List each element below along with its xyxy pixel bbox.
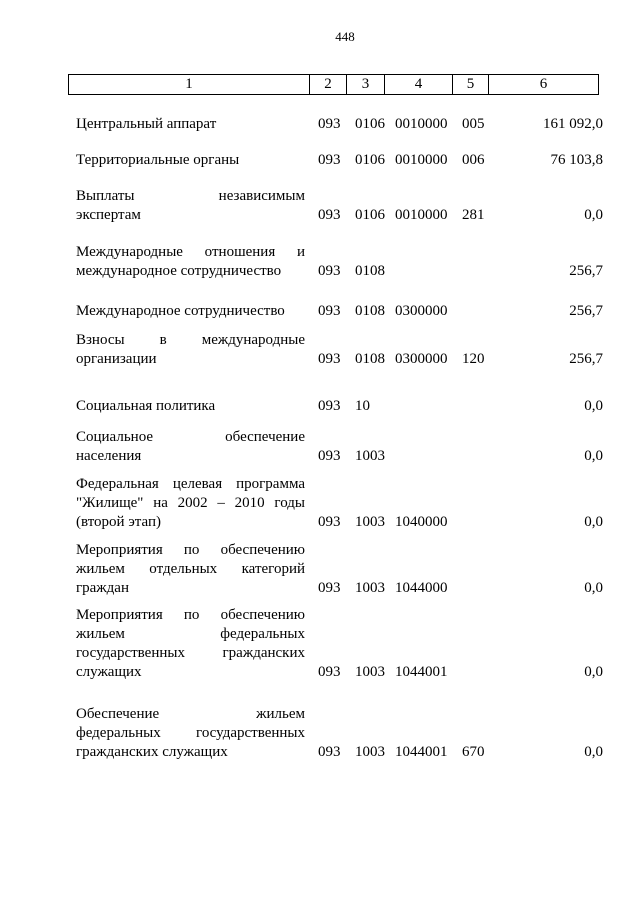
table-row xyxy=(0,115,640,134)
section-code: 0106 xyxy=(355,207,385,223)
row-name-line: Социальное обеспечение xyxy=(76,429,305,445)
table-row xyxy=(0,706,640,762)
section-code: 0106 xyxy=(355,152,385,168)
row-name-line: государственных гражданских xyxy=(76,645,305,661)
expense-type-code: 281 xyxy=(462,207,485,223)
row-name xyxy=(76,397,305,416)
section-code: 10 xyxy=(355,398,370,414)
column-header-1: 1 xyxy=(69,75,310,95)
expense-type-code: 005 xyxy=(462,116,485,132)
table-row xyxy=(0,397,640,416)
target-item-code: 1044000 xyxy=(395,580,448,596)
amount: 0,0 xyxy=(584,207,603,223)
section-code: 1003 xyxy=(355,580,385,596)
row-name xyxy=(76,705,305,762)
row-name-line: Федеральная целевая программа xyxy=(76,476,305,492)
row-name-line: жильем отдельных категорий xyxy=(76,561,305,577)
row-name-line: Территориальные органы xyxy=(76,152,240,168)
row-name xyxy=(76,606,305,682)
amount: 256,7 xyxy=(569,263,603,279)
row-name-line: Центральный аппарат xyxy=(76,116,217,132)
row-name-line: (второй этап) xyxy=(76,514,161,530)
amount: 0,0 xyxy=(584,580,603,596)
section-code: 0108 xyxy=(355,303,385,319)
target-item-code: 0010000 xyxy=(395,116,448,132)
row-name xyxy=(76,475,305,532)
row-name-line: Международные отношения и xyxy=(76,244,305,260)
row-name-line: Мероприятия по обеспечению xyxy=(76,607,305,623)
column-header-3: 3 xyxy=(347,75,385,95)
row-name-line: граждан xyxy=(76,580,129,596)
ministry-code: 093 xyxy=(318,744,341,760)
row-name-line: Взносы в международные xyxy=(76,332,305,348)
row-name-line: населения xyxy=(76,448,142,464)
ministry-code: 093 xyxy=(318,514,341,530)
ministry-code: 093 xyxy=(318,448,341,464)
section-code: 1003 xyxy=(355,664,385,680)
amount: 256,7 xyxy=(569,351,603,367)
ministry-code: 093 xyxy=(318,580,341,596)
target-item-code: 0010000 xyxy=(395,152,448,168)
row-name-line: Выплаты независимым xyxy=(76,188,305,204)
table-row xyxy=(0,429,640,466)
ministry-code: 093 xyxy=(318,152,341,168)
expense-type-code: 120 xyxy=(462,351,485,367)
section-code: 1003 xyxy=(355,514,385,530)
target-item-code: 0300000 xyxy=(395,351,448,367)
section-code: 1003 xyxy=(355,448,385,464)
row-name-line: международное сотрудничество xyxy=(76,263,282,279)
amount: 0,0 xyxy=(584,448,603,464)
ministry-code: 093 xyxy=(318,263,341,279)
target-item-code: 0300000 xyxy=(395,303,448,319)
row-name-line: Обеспечение жильем xyxy=(76,706,305,722)
row-name xyxy=(76,243,305,281)
ministry-code: 093 xyxy=(318,207,341,223)
row-name xyxy=(76,541,305,598)
row-name xyxy=(76,428,305,466)
row-name-line: экспертам xyxy=(76,207,141,223)
column-header-2: 2 xyxy=(310,75,347,95)
column-header-5: 5 xyxy=(453,75,489,95)
row-name xyxy=(76,151,305,170)
table-row xyxy=(0,476,640,532)
table-row xyxy=(0,244,640,281)
table-row xyxy=(0,607,640,682)
column-header-6: 6 xyxy=(489,75,599,95)
column-header-4: 4 xyxy=(385,75,453,95)
target-item-code: 0010000 xyxy=(395,207,448,223)
amount: 0,0 xyxy=(584,398,603,414)
table-row xyxy=(0,151,640,170)
row-name-line: гражданских служащих xyxy=(76,744,228,760)
row-name-line: Социальная политика xyxy=(76,398,216,414)
amount: 0,0 xyxy=(584,664,603,680)
row-name-line: Международное сотрудничество xyxy=(76,303,285,319)
row-name-line: федеральных государственных xyxy=(76,725,305,741)
section-code: 0108 xyxy=(355,263,385,279)
ministry-code: 093 xyxy=(318,351,341,367)
row-name xyxy=(76,187,305,225)
target-item-code: 1044001 xyxy=(395,664,448,680)
row-name-line: жильем федеральных xyxy=(76,626,305,642)
table-row xyxy=(0,332,640,369)
row-name-line: Мероприятия по обеспечению xyxy=(76,542,305,558)
table-row xyxy=(0,188,640,225)
row-name-line: организации xyxy=(76,351,157,367)
row-name-line: "Жилище" на 2002 – 2010 годы xyxy=(76,495,305,511)
row-name xyxy=(76,115,305,134)
row-name xyxy=(76,331,305,369)
expense-type-code: 670 xyxy=(462,744,485,760)
ministry-code: 093 xyxy=(318,303,341,319)
section-code: 0108 xyxy=(355,351,385,367)
ministry-code: 093 xyxy=(318,398,341,414)
amount: 161 092,0 xyxy=(543,116,603,132)
row-name-line: служащих xyxy=(76,664,142,680)
amount: 76 103,8 xyxy=(550,152,603,168)
expense-type-code: 006 xyxy=(462,152,485,168)
ministry-code: 093 xyxy=(318,116,341,132)
section-code: 0106 xyxy=(355,116,385,132)
target-item-code: 1044001 xyxy=(395,744,448,760)
row-name xyxy=(76,302,305,321)
page-number: 448 xyxy=(335,29,355,44)
ministry-code: 093 xyxy=(318,664,341,680)
table-row xyxy=(0,302,640,321)
target-item-code: 1040000 xyxy=(395,514,448,530)
amount: 0,0 xyxy=(584,744,603,760)
amount: 0,0 xyxy=(584,514,603,530)
section-code: 1003 xyxy=(355,744,385,760)
table-row xyxy=(0,542,640,598)
amount: 256,7 xyxy=(569,303,603,319)
